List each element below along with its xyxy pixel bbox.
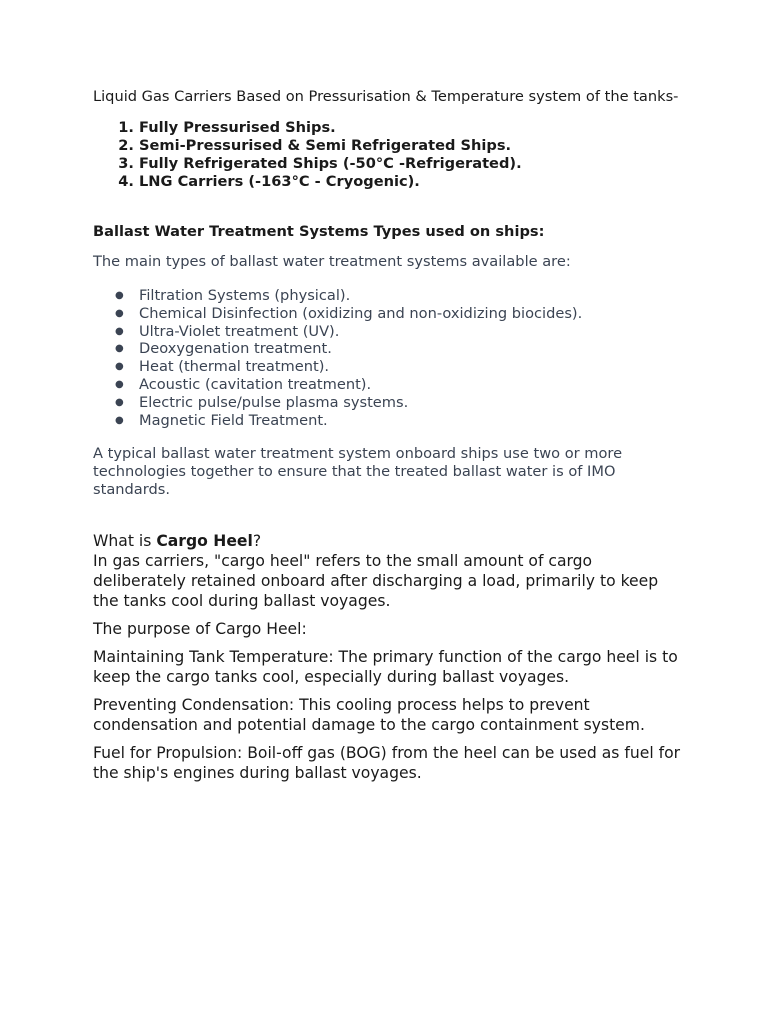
bullet-icon: ● [115, 361, 124, 373]
list-item [115, 287, 683, 305]
purpose-point: Maintaining Tank Temperature: The primary function of the cargo heel is to keep the cargo tanks cool, especially during ballast voyages. [93, 648, 678, 687]
list-item: 2. Semi-Pressurised & Semi Refrigerated Ships. [139, 137, 683, 155]
list-item: 3. Fully Refrigerated Ships (-50°C -Refrigerated). [139, 155, 683, 173]
bullet-icon: ● [115, 396, 124, 408]
list-item [115, 393, 683, 412]
list-item: 1. Fully Pressurised Ships. [139, 119, 683, 137]
bullet-icon: ● [115, 325, 124, 337]
list-item-text: Magnetic Field Treatment. [139, 411, 328, 429]
bullet-icon: ● [115, 414, 124, 426]
cargo-heel-definition: In gas carriers, "cargo heel" refers to the small amount of cargo deliberately retained onboard after discharging a load, primarily to keep the tanks cool during ballast voyages. [93, 552, 659, 611]
list-item [115, 375, 683, 394]
list-item-text: Filtration Systems (physical). [139, 287, 351, 304]
carrier-types-list [93, 119, 683, 191]
document-page [93, 88, 683, 783]
list-item-text: Heat (thermal treatment). [139, 358, 330, 376]
list-item-text: Chemical Disinfection (oxidizing and non-oxidizing biocides). [139, 304, 583, 322]
list-item-text: Deoxygenation treatment. [139, 340, 332, 358]
purpose-point: Fuel for Propulsion: Boil-off gas (BOG) from the heel can be used as fuel for the ship's engines during ballast voyages. [93, 744, 681, 783]
list-item [115, 358, 683, 376]
purpose-point: Preventing Condensation: This cooling process helps to prevent condensation and potential damage to the cargo containment system. [93, 696, 645, 735]
list-item-text: Ultra-Violet treatment (UV). [139, 322, 340, 340]
list-item: 4. LNG Carriers (-163°C - Cryogenic). [139, 173, 683, 191]
bullet-icon: ● [115, 290, 124, 301]
bwts-note: A typical ballast water treatment system onboard ships use two or more technologies together to ensure that the treated ballast water is of IMO standards. [93, 445, 623, 499]
list-item [115, 340, 683, 358]
cargo-heel-title [93, 531, 683, 551]
bullet-icon: ● [115, 307, 124, 319]
list-item [115, 411, 683, 430]
list-item-text: Acoustic (cavitation treatment). [139, 375, 372, 393]
intro-paragraph: Liquid Gas Carriers Based on Pressurisation & Temperature system of the tanks- [93, 88, 679, 105]
list-item [115, 304, 683, 323]
bullet-icon: ● [115, 343, 124, 355]
bwts-intro: The main types of ballast water treatment systems available are: [93, 253, 571, 270]
list-item [115, 322, 683, 341]
title-prefix: What is [93, 532, 157, 551]
title-bold: Cargo Heel [156, 532, 253, 551]
purpose-heading: The purpose of Cargo Heel: [93, 620, 307, 639]
list-item-text: Electric pulse/pulse plasma systems. [139, 393, 409, 411]
bwts-heading: Ballast Water Treatment Systems Types used on ships: [93, 223, 545, 240]
bwts-types-list [93, 287, 683, 429]
bullet-icon: ● [115, 378, 124, 390]
title-suffix: ? [252, 532, 262, 551]
